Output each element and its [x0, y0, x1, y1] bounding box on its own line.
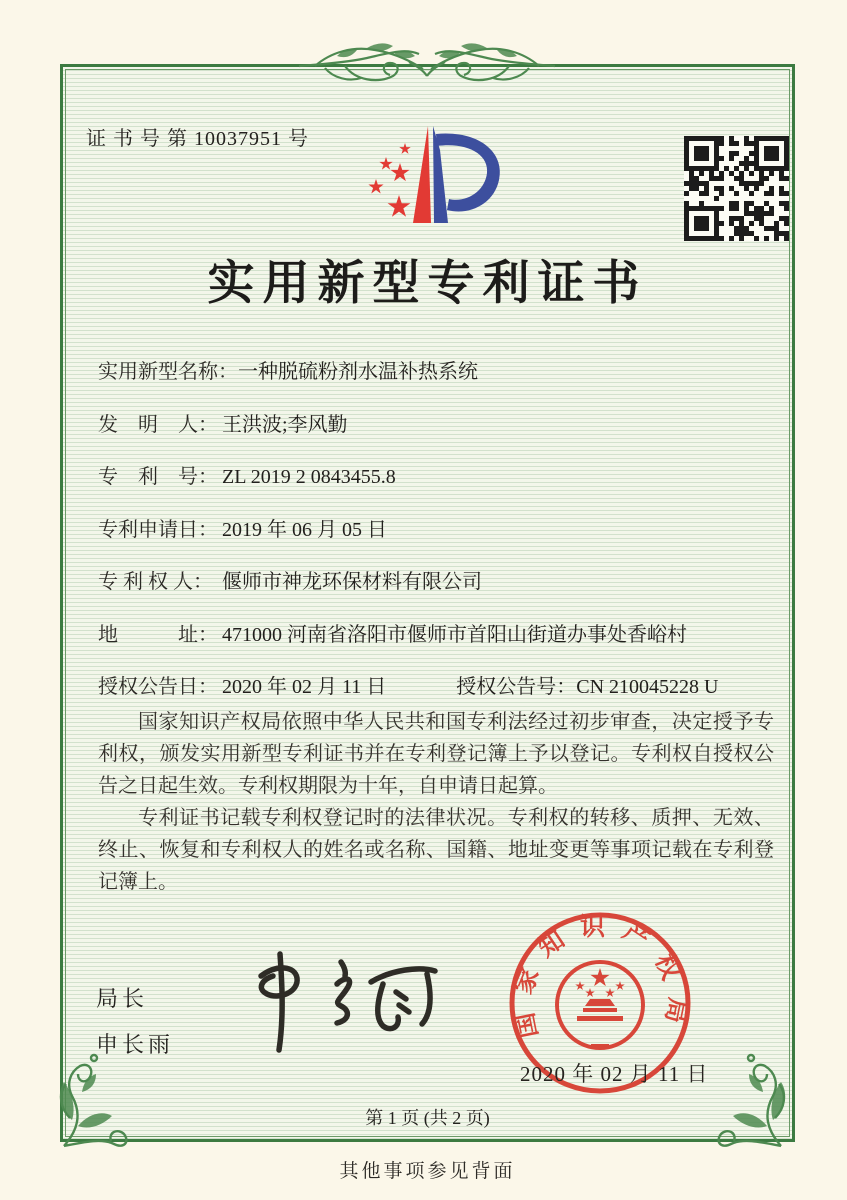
field-label: 专利申请日： — [98, 518, 218, 541]
field-utility-model-name — [98, 360, 776, 413]
field-label: 地 址： — [98, 623, 218, 646]
field-value: 471000 河南省洛阳市偃师市首阳山街道办事处香峪村 — [222, 623, 687, 646]
national-emblem-icon — [557, 962, 643, 1049]
field-value: 2019 年 06 月 05 日 — [222, 518, 387, 541]
cnipa-logo-icon — [343, 110, 521, 238]
seal-text: 国家知识产权局 — [508, 914, 692, 1041]
field-value: 偃师市神龙环保材料有限公司 — [222, 571, 482, 593]
field-patentee — [98, 570, 776, 623]
signer-title: 局长 — [96, 986, 149, 1011]
field-value: 王洪波;李风勤 — [222, 413, 348, 436]
field-address — [98, 623, 776, 676]
field-value: 一种脱硫粉剂水温补热系统 — [238, 361, 478, 383]
seal-date: 2020 年 02 月 11 日 — [520, 1062, 709, 1086]
field-value: CN 210045228 U — [576, 676, 719, 698]
field-label: 专 利 号： — [98, 466, 218, 488]
field-label: 授权公告日： — [98, 676, 218, 698]
legal-text — [98, 706, 774, 898]
field-value: 2020 年 02 月 11 日 — [222, 676, 387, 698]
field-label: 实用新型名称： — [98, 361, 238, 383]
field-patent-number — [98, 465, 776, 518]
footer-note: 其他事项参见背面 — [339, 1161, 516, 1182]
legal-paragraph-2: 专利证书记载专利权登记时的法律状况。专利权的转移、质押、无效、终止、恢复和专利权人的姓名或名称、国籍、地址变更等事项记载在专利登记簿上。 — [98, 807, 774, 893]
field-label: 授权公告号： — [456, 676, 577, 698]
field-label: 专 利 权 人： — [98, 571, 213, 593]
certificate-title: 实用新型专利证书 — [207, 258, 648, 310]
field-list — [98, 360, 776, 728]
signature-icon — [233, 942, 445, 1060]
field-value: ZL 2019 2 0843455.8 — [222, 466, 396, 488]
field-inventors — [98, 413, 776, 466]
page-number: 第 1 页 (共 2 页) — [365, 1108, 490, 1128]
field-filing-date — [98, 518, 776, 571]
field-label: 发 明 人： — [98, 413, 218, 436]
qr-code-icon — [684, 136, 789, 241]
certificate-number: 证 书 号 第 10037951 号 — [86, 128, 309, 150]
legal-paragraph-1: 国家知识产权局依照中华人民共和国专利法经过初步审查，决定授予专利权，颁发实用新型专利证书并在专利登记簿上予以登记。专利权自授权公告之日起生效。专利权期限为十年，自申请日起算。 — [98, 711, 774, 797]
signer-name: 申长雨 — [96, 1032, 175, 1057]
